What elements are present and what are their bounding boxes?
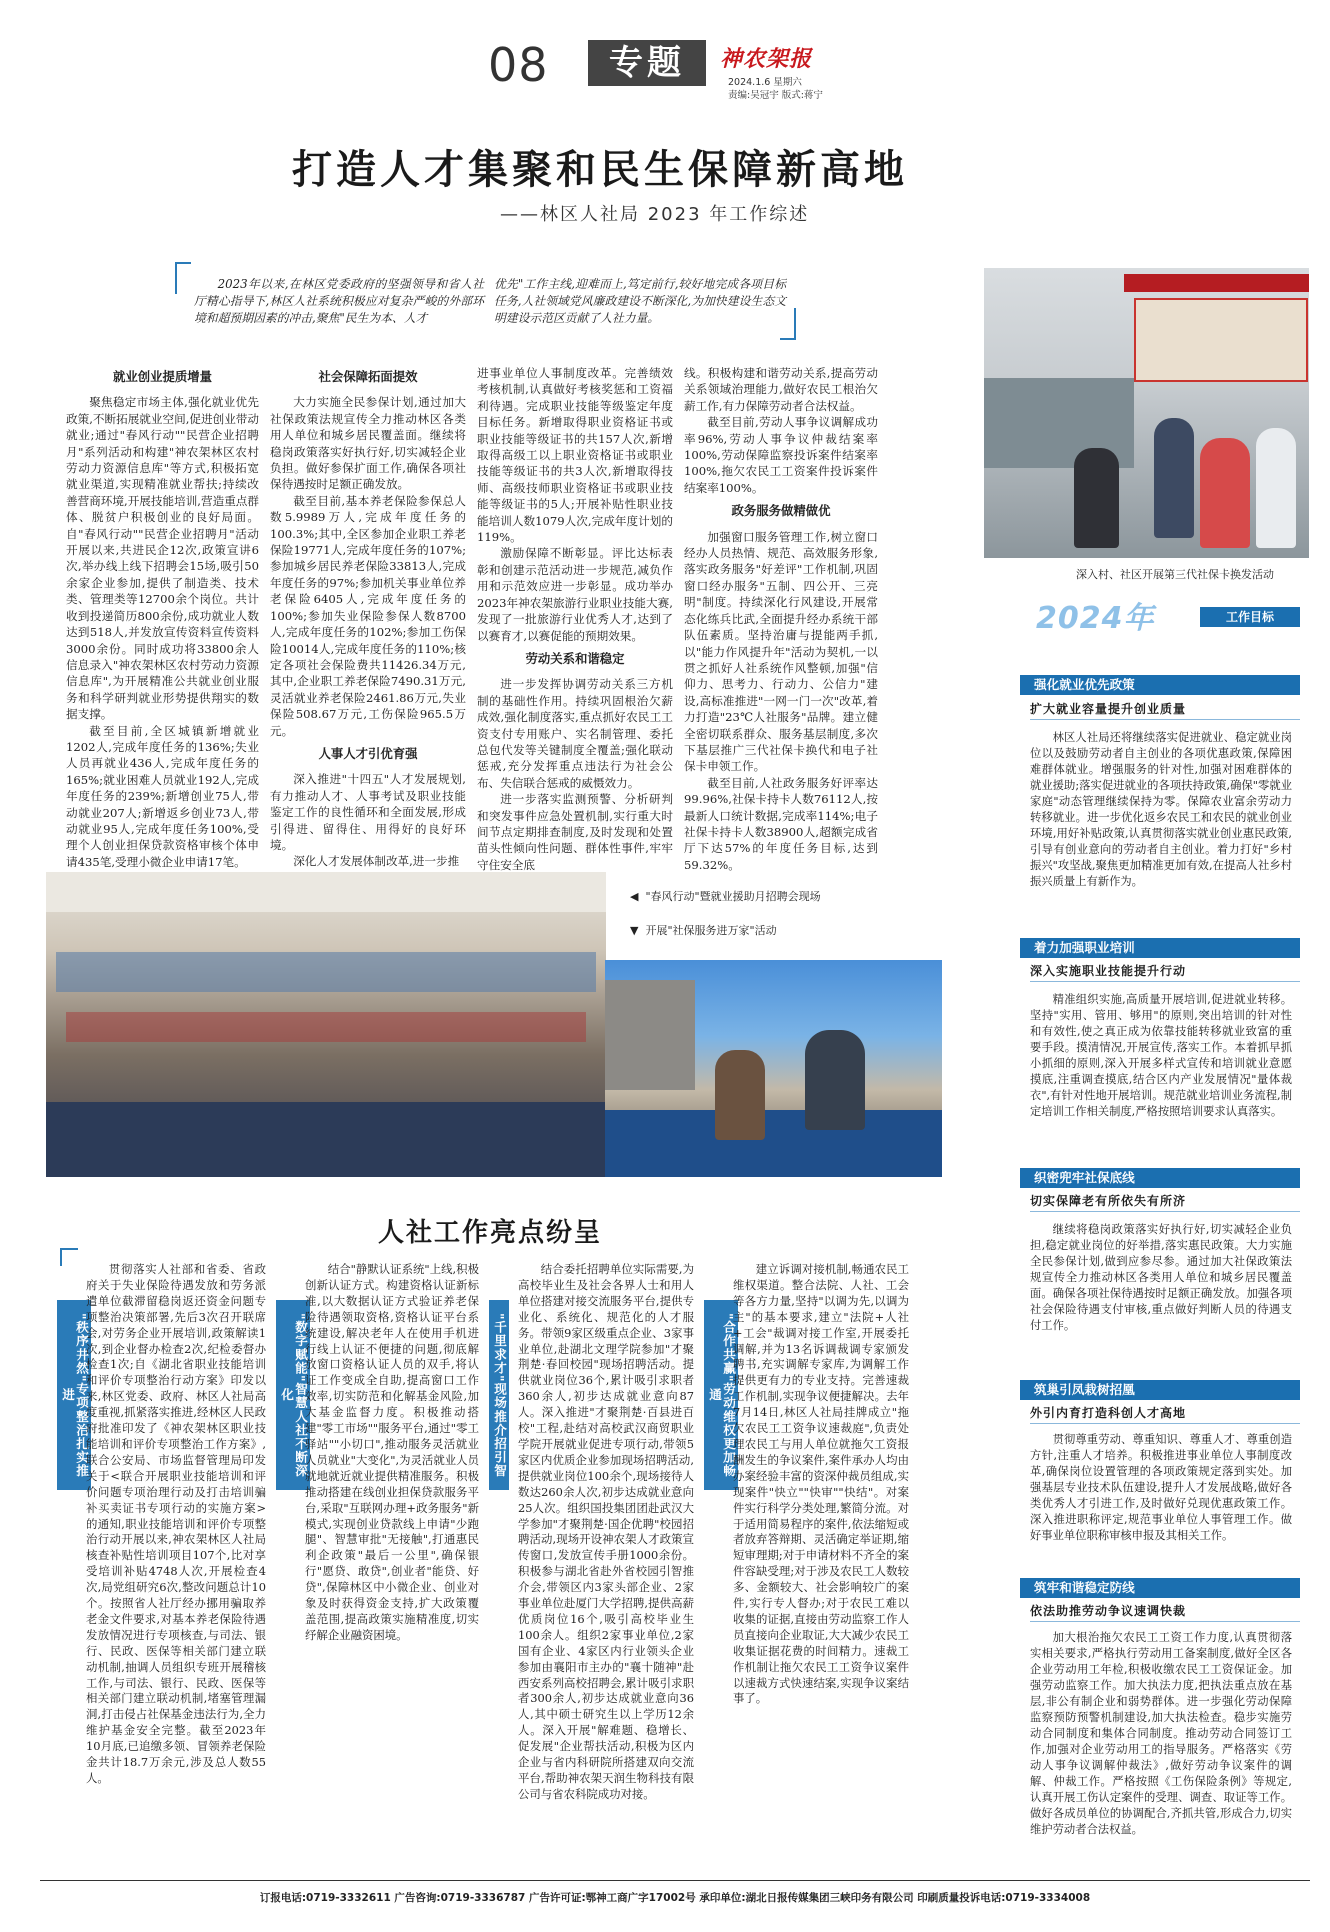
paragraph: 加强窗口服务管理工作,树立窗口经办人员热情、规范、高效服务形象,落实政务服务"好差评"工作机制,巩固窗口经办服务"五制、四公开、三亮明"制度。持续深化行风建设,开展常态化练兵比武,全面提升经办系统干部队伍素质。坚持治庸与提能两手抓,以"能力作风提升年"活动为契机,一以贯之抓好人社系统作风整顿,加强"信仰力、思考力、行动力、公信力"建设,高标准推进"一网一门一次"改革,着力打造"23℃人社服务"品牌。建立健全密切联系群众、服务基层制度,多次下基层推广三代社保卡换代和电子社保卡申领工作。 (684, 529, 878, 774)
highlight-rights-text: 建立诉调对接机制,畅通农民工维权渠道。整合法院、人社、工会等各方力量,坚持"以调为先,以调为主"的基本要求,建立"法院+人社+工会"裁调对接工作室,开展委托调解,并为13名诉调裁调专家颁发聘书,充实调解专家库,为调解工作提供更有力的专业支持。完善速裁工作机制,实现争议便捷解决。去年7月14日,林区人社局挂牌成立"拖欠农民工工资争议速裁庭",负责处理农民工与用人单位就拖欠工资报酬发生的争议案件,案件承办人均由办案经验丰富的资深仲裁员组成,实现案件"快立""快审""快结"。对案件实行科学分类处理,繁简分流。对于适用简易程序的案件,依法缩短或者放弃答辩期、灵活确定举证期,缩短审理期;对于申请材料不齐全的案件容缺受理;对于涉及农民工人数较多、金额较大、社会影响较广的案件,实行专人督办;对于农民工难以收集的证据,直接由劳动监察工作人员直接向企业取证,大大减少农民工收集证据花费的时间精力。速裁工作机制让拖欠农民工工资争议案件以速裁方式快速结案,实现争议案结事了。 (733, 1262, 909, 1706)
paragraph: 线。积极构建和谐劳动关系,提高劳动关系领域治理能力,做好农民工根治欠薪工作,有力保障劳动者合法权益。 (684, 366, 878, 413)
heading-talent: 人事人才引优育强 (318, 745, 418, 761)
lead-bracket-right (780, 308, 796, 340)
lead-text-right: 优先"工作主线,迎难而上,笃定前行,较好地完成各项目标任务,人社领域党风廉政建设不断深化,为加快建设生态文明建设示范区贡献了人社力量。 (494, 277, 786, 325)
paragraph: 聚焦稳定市场主体,强化就业优先政策,不断拓展就业空间,促进创业带动就业;通过"春风行动""民营企业招聘月"系列活动和构建"神农架林区农村劳动力资源信息库"等方式,积极拓宽就业渠道,实现精准就业帮扶;持续改善营商环境,开展技能培训,营造重点群体、脱贫户积极创业的良好局面。自"春风行动""民营企业招聘月"活动开展以来,共进民企12次,政策宣讲6次,举办线上线下招聘会15场,吸引50余家企业参加,提供了制造类、技术类、管理类等12700余个岗位。共计收到投递简历800余份,成功就业人数达到518人,并发放宣传资料宣传资料3000余份。同时成功将33800余人信息录入"神农架林区农村劳动力资源信息库",为开展精准公共就业创业服务和科学研判就业形势提供翔实的数据支撑。 (66, 395, 259, 722)
goal-subtitle-social: 切实保障老有所依失有所济 (1030, 1192, 1300, 1212)
paragraph: 林区人社局还将继续落实促进就业、稳定就业岗位以及鼓励劳动者自主创业的各项优惠政策,保障困难群体就业。增强服务的针对性,加强对困难群体的就业援助;落实促进就业的各项扶持政策,确保"零就业家庭"动态管理继续保持为零。保障农业富余劳动力转移就业。进一步优化返乡农民工和农民的就业创业环境,用好补贴政策,认真贯彻落实就业创业惠民政策,引导有创业意向的劳动者自主创业。着力打好"乡村振兴"攻坚战,聚焦更加精准更加有效,在提高人社乡村振兴质量上有新作为。 (1030, 731, 1292, 888)
highlight-tag-digital: "数字赋能"智慧人社不断深化 (276, 1300, 310, 1490)
highlight-digital-text: 结合"静默认证系统"上线,积极创新认证方式。构建资格认证新标准,以大数据认证方式验证养老保险待遇领取资格,资格认证平台系统建设,解决老年人在使用手机进行线上认证不便捷的问题,彻底解放窗口资格认证人员的双手,将认证工作变成全自助,提高窗口工作效率,切实防范和化解基金风险,加大基金监督力度。积极推动搭建"零工市场""服务平台,通过"零工驿站""小切口",推动服务灵活就业人员就业"大变化",为灵活就业人员就地就近就业提供精准服务。积极推动搭建在线创业担保贷款服务平台,采取"互联网办理+政务服务"新模式,实现创业贷款线上申请"少跑腿"、智慧审批"无接触",打通惠民利企政策"最后一公里",确保银行"愿贷、敢贷",创业者"能贷、好贷",保障林区中小微企业、创业对象及时获得资金支持,扩大政策覆盖范围,提高政策实施精准度,切实纾解企业融资困境。 (305, 1262, 479, 1642)
footer-rule (40, 1880, 1310, 1881)
goals-label: 工作目标 (1200, 607, 1300, 627)
goal-text-talent (1030, 1432, 1292, 1544)
arrow-left-icon: ◀ (630, 890, 639, 903)
goal-text-employment (1030, 730, 1292, 890)
outdoor-caption-text: 开展"社保服务进万家"活动 (645, 924, 777, 937)
paragraph: 深入推进"十四五"人才发展规划,有力推动人才、人事考试及职业技能鉴定工作的良性循环和全面发展,形成引得进、留得住、用得好的良好环境。 (270, 772, 466, 852)
highlights-bracket (60, 1248, 78, 1266)
person-graphic (715, 1050, 765, 1140)
goal-title-talent: 筑巢引凤栽树招凰 (1020, 1380, 1300, 1400)
heading-social: 社会保障拓面提效 (318, 369, 418, 384)
editors: 责编:吴冠宇 版式:蒋宁 (728, 90, 823, 101)
section-label: 专题 (588, 40, 706, 86)
headline-subtitle: ——林区人社局 2023 年工作综述 (500, 204, 810, 225)
booth-row-graphic (66, 1012, 586, 1042)
paragraph: 进一步发挥协调劳动关系三方机制的基础性作用。持续巩固根治欠薪成效,强化制度落实,重点抓好农民工工资支付专用账户、实名制管理、委托总包代发等关键制度全覆盖;强化联动惩戒,充分发挥重点违法行为社会公布、失信联合惩戒的威慑效力。 (477, 677, 673, 790)
paragraph: 精准组织实施,高质量开展培训,促进就业转移。坚持"实用、管用、够用"的原则,突出培训的针对性和有效性,使之真正成为依靠技能转移就业致富的重要手段。摸清情况,开展宣传,落实工作。本着抓早抓小抓细的原则,深入开展多样式宣传和培训就业意愿摸底,注重调查摸底,结合区内产业发展情况"量体裁衣",有针对性地开展培训。规范就业培训业务流程,制定培训工作相关制度,严格按照培训要求认真落实。 (1030, 993, 1292, 1118)
heading-labor: 劳动关系和谐稳定 (525, 650, 625, 666)
paragraph: 大力实施全民参保计划,通过加大社保政策法规宣传全力推动林区各类用人单位和城乡居民覆盖面。继续将稳岗政策落实好执行好,切实减轻企业负担。做好参保扩面工作,确保各项社保待遇按时足额正确发放。 (270, 395, 466, 492)
floor-graphic (46, 1102, 606, 1177)
goal-subtitle-talent: 外引内育打造科创人才高地 (1030, 1404, 1300, 1424)
photo-office-visit (984, 268, 1309, 558)
paragraph: 截至目前,全区城镇新增就业1202人,完成年度任务的136%;失业人员再就业436人,完成年度任务的165%;就业困难人员就业192人,完成年度任务的239%;新增创业75人,带动就业207人;新增返乡创业73人,带动就业95人,完成年度任务100%,受理个人创业担保贷款资格审核个体申请435笔,受理小微企业申请17笔。 (66, 723, 259, 869)
highlight-tag-order: "秩序井然"专项整治扎实推进 (57, 1300, 91, 1490)
paper-name: 神农架报 (720, 46, 813, 72)
goal-title-employment: 强化就业优先政策 (1020, 675, 1300, 695)
masthead (0, 0, 1330, 100)
paragraph: 贯彻尊重劳动、尊重知识、尊重人才、尊重创造方针,注重人才培养。积极推进事业单位人事制度改革,确保岗位设置管理的各项政策规定落到实处。加强基层专业技术队伍建设,提升人才发展战略,做好各类优秀人才引进工作,及时做好兑现优惠政策工作。深入推进职称评定,规范事业单位人事管理工作。做好事业单位职称审核申报及其相关工作。 (1030, 1433, 1292, 1542)
photo-job-fair (46, 872, 606, 1177)
goal-text-social (1030, 1222, 1292, 1334)
paragraph: 截至目前,人社政务服务好评率达99.96%,社保卡持卡人数76112人,按最新人口统计数据,完成率114%;电子社保卡持卡人数38900人,超额完成省厅下达57%的年度任务目标,达到59.32%。 (684, 775, 878, 872)
highlight-talent-text: 结合委托招聘单位实际需要,为高校毕业生及社会各界人士和用人单位搭建对接交流服务平台,提供专业化、系统化、规范化的人才服务。带领9家区级重点企业、3家事业单位,赴湖北文理学院参加"才聚荆楚·春回校园"现场招聘活动。提供就业岗位36个,累计吸引求职者360余人,初步达成就业意向87人。深入推进"才聚荆楚·百县进百校"工程,赴结对高校武汉商贸职业学院开展就业促进专项行动,带领5家区内优质企业参加现场招聘活动,提供就业岗位100余个,现场接待人数达260余人次,初步达成就业意向25人次。组织国投集团团赴武汉大学参加"才聚荆楚·国企优聘"校园招聘活动,现场开设神农架人才政策宣传窗口,发放宣传手册1000余份。积极参与湖北省赴外省校园引智推介会,带领区内3家头部企业、2家事业单位赴厦门大学招聘,提供高薪优质岗位16个,吸引高校毕业生100余人。组织2家事业单位,2家国有企业、4家区内行业领头企业参加由襄阳市主办的"襄十随神"赴西安系列高校招聘会,累计吸引求职者300余人,初步达成就业意向36人,其中硕士研究生以上学历12余人。深入开展"解难题、稳增长、促发展"企业帮扶活动,积极为区内企业与省内科研院所搭建双向交流平台,帮助神农架天润生物科技有限公司与省农科院成功对接。 (518, 1262, 694, 1801)
photo-fair-caption (630, 888, 821, 904)
table-graphic (605, 1110, 942, 1177)
goal-text-training (1030, 992, 1292, 1120)
goals-year: 2024年 (1036, 601, 1155, 636)
wall-board-graphic (1134, 298, 1308, 382)
arrow-down-icon: ▼ (630, 924, 639, 937)
banner-graphic (1124, 274, 1309, 292)
column-social (270, 362, 466, 870)
paragraph: 继续将稳岗政策落实好执行好,切实减轻企业负担,稳定就业岗位的好举措,落实惠民政策。大力实施全民参保计划,做到应参尽参。通过加大社保政策法规宣传全力推动林区各类用人单位和城乡居民覆盖面。确保各项社保待遇按时足额正确发放。加强各项社会保险待遇支付审核,重点做好判断人员的待遇支付工作。 (1030, 1223, 1292, 1332)
highlight-tag-rights: "合作共赢"劳动维权更加畅通 (704, 1300, 738, 1490)
issue-date: 2024.1.6 星期六 (728, 77, 802, 88)
goals-header (1000, 593, 1310, 636)
person-graphic (1154, 418, 1194, 538)
person-graphic (805, 1030, 865, 1130)
paragraph: 截至目前,劳动人事争议调解成功率96%,劳动人事争议仲裁结案率100%,劳动保障监察投诉案件结案率100%,拖欠农民工工资案件投诉案件结案率100%。 (684, 415, 878, 495)
goal-text-stability (1030, 1630, 1292, 1838)
highlight-tag-talent: "千里求才"现场推介招引智 (489, 1300, 509, 1490)
photo-office-caption: 深入村、社区开展第三代社保卡换发活动 (1076, 568, 1274, 581)
paragraph: 进事业单位人事制度改革。完善绩效考核机制,认真做好考核奖惩和工资福利待遇。完成职业技能等级鉴定年度目标任务。新增取得职业资格证书或职业技能等级证书的共157人次,新增取得高级工以上职业资格证书或职业技能等级证书的共3人次,新增取得技师、高级技师职业资格证书或职业技能等级证书的5人;开展补贴性职业技能培训人数1079人次,完成年度计划的119%。 (477, 366, 673, 545)
lead-bracket-left (175, 262, 191, 294)
photo-outdoor-caption (630, 922, 777, 938)
paragraph: 激励保障不断彰显。评比达标表彰和创建示范活动进一步规范,减负作用和示范效应进一步彰显。成功举办2023年神农架旅游行业职业技能大赛,发现了一批旅游行业优秀人才,达到了以赛育才,以赛促能的预期效果。 (477, 546, 673, 643)
page-number: 08 (488, 38, 549, 92)
person-graphic (1256, 428, 1296, 548)
goal-title-training: 着力加强职业培训 (1020, 938, 1300, 958)
highlight-order-text: 贯彻落实人社部和省委、省政府关于失业保险待遇发放和劳务派遣单位截滞留稳岗返还资金问题专项整治决策部署,先后3次召开联席会,对劳务企业开展培训,政策解读1次,到企业督办检查2次,纪检委督办检查1次;自《湖北省职业技能培训和评价专项整治行动方案》印发以来,林区党委、政府、林区人社局高度重视,抓紧落实推进,经林区人民政府批准印发了《神农架林区职业技能培训和评价专项整治工作方案》,联合公安局、市场监督管理局印发关于<联合开展职业技能培训和评价问题专项治理行动及打击培训骗补买卖证书专项行动的实施方案>的通知,职业技能培训和评价专项整治行动开展以来,神农架林区人社局核查补贴性培训项目107个,比对享受培训补贴4748人次,开展检查4次,局党组研究6次,整改问题总计10个。按照省人社厅经办挪用骗取养老金文件要求,对基本养老保险待遇发放情况进行专项核查,与司法、银行、民政、医保等相关部门建立联动机制,抽调人员组织专班开展稽核工作,与司法、银行、民政、医保等相关部门建立联动机制,堵塞管理漏洞,打击侵占社保基金违法行为,全力维护基金安全完整。截至2023年10月底,已追缴多领、冒领养老保险金共计18.7万余元,涉及总人数55人。 (86, 1262, 266, 1785)
column-employment (66, 362, 259, 870)
goal-title-social: 织密兜牢社保底线 (1020, 1168, 1300, 1188)
paragraph: 深化人才发展体制改革,进一步推 (293, 854, 460, 869)
photo-outdoor-service (605, 960, 942, 1177)
booth-row-graphic (56, 952, 596, 992)
column-talent-labor (477, 365, 673, 873)
goal-subtitle-training: 深入实施职业技能提升行动 (1030, 962, 1300, 982)
goal-subtitle-employment: 扩大就业容量提升创业质量 (1030, 700, 1300, 720)
headline-title: 打造人才集聚和民生保障新高地 (292, 146, 908, 193)
heading-employment: 就业创业提质增量 (112, 369, 213, 384)
paragraph: 加大根治拖欠农民工工资工作力度,认真贯彻落实相关要求,严格执行劳动用工备案制度,做好全区各企业劳动用工年检,积极收缴农民工工资保证金。加强劳动监察工作。加大执法力度,把执法重点放在基层,非公有制企业和弱势群体。进一步强化劳动保障监察预防预警机制建设,加大执法检查。稳步实施劳动合同制度和集体合同制度。推动劳动合同签订工作,加强对企业劳动用工的指导服务。严格落实《劳动人事争议调解仲裁法》,做好劳动争议案件的调解、仲裁工作。严格按照《工伤保险条例》等规定,认真开展工伤认定案件的受理、调查、取证等工作。做好各成员单位的协调配合,齐抓共管,形成合力,切实维护劳动者合法权益。 (1030, 1631, 1292, 1836)
column-service (684, 365, 878, 873)
goal-title-stability: 筑牢和谐稳定防线 (1020, 1578, 1300, 1598)
goal-subtitle-stability: 依法助推劳动争议速调快裁 (1030, 1602, 1300, 1622)
highlights-title: 人社工作亮点纷呈 (377, 1218, 602, 1248)
building-graphic (605, 980, 695, 1090)
paragraph: 截至目前,基本养老保险参保总人数5.9989万人,完成年度任务的100.3%;其中,全区参加企业职工养老保险19771人,完成年度任务的107%;参加城乡居民养老保险33813人,完成年度任务的97%;参加机关事业单位养老保险6405人,完成年度任务的100%;参加失业保险参保人数8700人,完成年度任务的102%;参加工伤保险10014人,完成年度任务的110%;核定各项社会保险费共11426.34万元,其中,企业职工养老保险7490.31万元,灵活就业养老保险2461.86万元,失业保险508.67万元,工伤保险965.5万元。 (270, 493, 466, 738)
fair-caption-text: "春风行动"暨就业援助月招聘会现场 (645, 890, 821, 903)
heading-service: 政务服务做精做优 (731, 503, 831, 519)
ceiling-graphic (46, 872, 606, 912)
person-graphic (1200, 438, 1250, 548)
lead-text-left: 2023年以来,在林区党委政府的坚强领导和省人社厅精心指导下,林区人社系统积极应对复杂严峻的外部环境和超预期因素的冲击,聚焦"民生为本、人才 (194, 277, 484, 325)
footer-text: 订报电话:0719-3332611 广告咨询:0719-3336787 广告许可证:鄂神工商广字17002号 承印单位:湖北日报传媒集团三峡印务有限公司 印刷质量投诉电话:0719-3334008 (259, 1892, 1091, 1904)
paragraph: 进一步落实监测预警、分析研判和突发事件应急处置机制,实行重大时间节点定期排查制度,及时发现和处置苗头性倾向性问题、群体性事件,牢牢守住安全底 (477, 792, 673, 872)
person-graphic (1074, 448, 1119, 548)
